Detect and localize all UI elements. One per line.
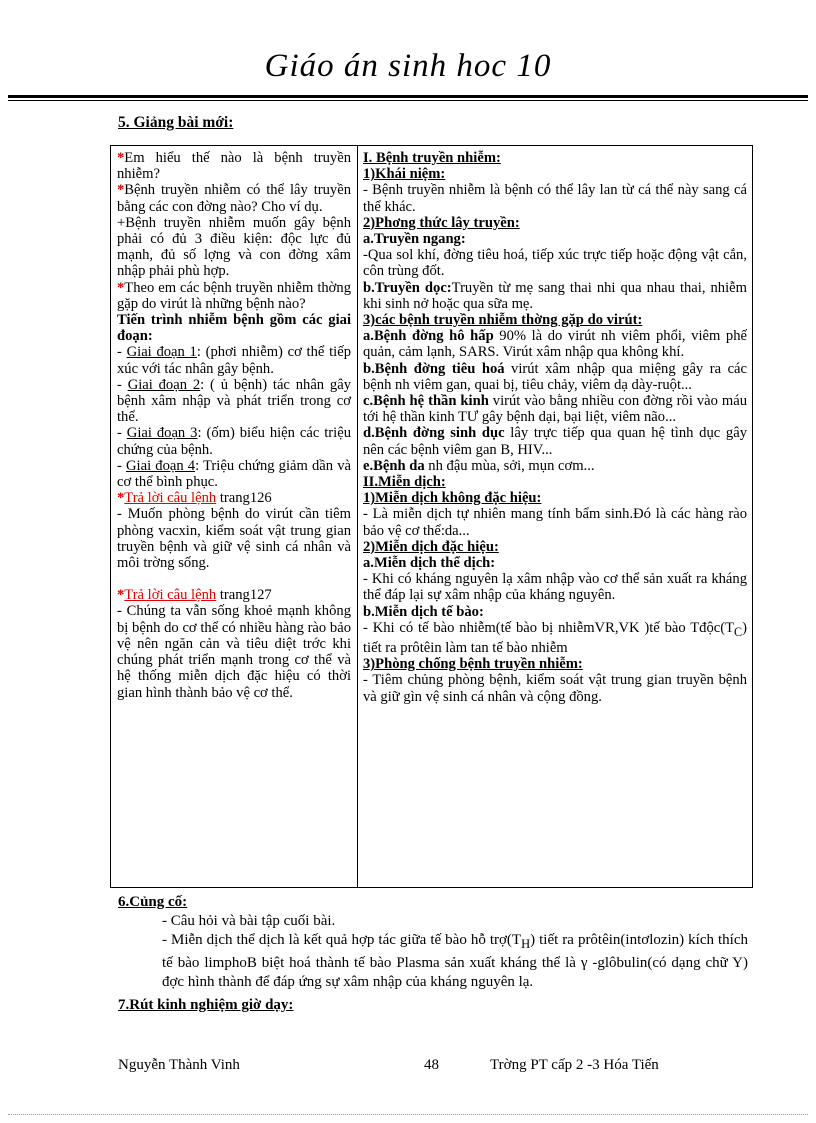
humoral-immunity-heading: a.Miễn dịch thể dịch:	[363, 555, 496, 572]
heading-specific-immunity: 2)Miễn dịch đặc hiệu:	[363, 538, 499, 555]
review-line-2: - Miễn dịch thể dịch là kết quả hợp tác giữa tế bào hỗ $trợ(T_H)$ tiết ra prôtêin(intơlozin) kích thích tế bào limphoB biệt hoá thành tế bào Plasma sản xuất kháng thể là γ -glôbulin(có dạng chữ Y) đợc hình thành để đáp ứng sự xâm nhập của kháng nguyên lạ.	[162, 932, 749, 990]
cellular-immunity-heading: b.Miễn dịch tế bào:	[363, 603, 484, 620]
question-1: *Em hiểu thế nào là bệnh truyền nhiễm?	[117, 150, 351, 183]
answer-2-heading: *Trả lời câu lệnh trang127	[117, 587, 272, 604]
section-6-heading: 6.Củng cố:	[118, 894, 188, 910]
nonspecific-immunity-text: - Là miễn dịch tự nhiên mang tính bẩm sinh.Đó là các hàng rào bảo vệ cơ thể:da...	[363, 506, 747, 539]
respiratory-disease: a.Bệnh đờng hô hấp 90% là do virút nh viêm phổi, viêm phế quản, cảm lạnh, SARS. Virút xâm nhập qua không khí.	[363, 328, 747, 361]
skin-disease: e.Bệnh da nh đậu mùa, sởi, mụn cơm...	[363, 457, 595, 474]
review-line-1: - Câu hỏi và bài tập cuối bài.	[162, 913, 336, 929]
digestive-disease: b.Bệnh đờng tiêu hoá virút xâm nhập qua miệng gây ra các bệnh nh viêm gan, quai bị, tiêu chảy, viêm dạ dày-ruột...	[363, 360, 747, 393]
footer-dotted-rule	[8, 1114, 808, 1115]
footer-page-number: 48	[424, 1057, 439, 1073]
content-column	[363, 150, 747, 705]
heading-common-viral-diseases: 3)các bệnh truyền nhiễm thờng gặp do virút:	[363, 312, 643, 329]
stage-4: - Giai đoạn 4: Triệu chứng giảm dần và cơ thể bình phục.	[117, 457, 351, 491]
section-5-heading: 5. Giảng bài mới:	[118, 114, 234, 131]
heading-concept: 1)Khái niệm:	[363, 166, 446, 183]
star-icon: *	[117, 150, 125, 166]
heading-nonspecific-immunity: 1)Miễn dịch không đặc hiệu:	[363, 490, 542, 507]
answer-2-text: - Chúng ta vẫn sống khoẻ mạnh không bị bệnh do cơ thể có nhiều hàng rào bảo vệ nên ngăn cản và tiêu diệt trớc khi chúng phát triển mạnh trong cơ thể và hệ thống miễn dịch đặc hiệu có thời gian hình thành bảo vệ cơ thể.	[117, 603, 351, 701]
vertical-transmission: b.Truyền dọc:Truyền từ mẹ sang thai nhi qua nhau thai, nhiễm khi sinh nở hoặc qua sữa mẹ.	[363, 279, 747, 312]
genital-disease: d.Bệnh đờng sinh dục lây trực tiếp qua quan hệ tình dục gây nên các bệnh viêm gan B, HIV...	[363, 425, 747, 458]
header-rule-thin	[8, 100, 808, 101]
horizontal-transmission-heading: a.Truyền ngang:	[363, 231, 466, 248]
prevention-text: - Tiêm chủng phòng bệnh, kiểm soát vật trung gian truyền bệnh và giữ gìn vệ sinh cá nhân và cộng đồng.	[363, 672, 747, 705]
section-6	[118, 893, 748, 1015]
page-title: Giáo án sinh hoc 10	[264, 48, 552, 84]
question-4: *Theo em các bệnh truyền nhiễm thờng gặp do virút là những bệnh nào?	[117, 279, 351, 312]
heading-immunity: II.Miễn dịch:	[363, 474, 446, 491]
teacher-activity-column	[117, 150, 351, 701]
lesson-table	[110, 145, 753, 888]
heading-prevention: 3)Phòng chống bệnh truyền nhiễm:	[363, 656, 583, 673]
question-2: *Bệnh truyền nhiễm có thể lây truyền bằng các con đờng nào? Cho ví dụ.	[117, 182, 351, 215]
footer-school: Trờng PT cấp 2 -3 Hóa Tiến	[490, 1057, 659, 1073]
stage-2: - Giai đoạn 2: ( ủ bệnh) tác nhân gây bệnh xâm nhập và phát triển trong cơ thể.	[117, 376, 351, 426]
star-icon: *	[117, 279, 125, 296]
concept-text: - Bệnh truyền nhiễm là bệnh có thể lây lan từ cá thể này sang cá thể khác.	[363, 182, 747, 215]
star-icon: *	[117, 182, 125, 199]
answer-1-heading: *Trả lời câu lệnh trang126	[117, 490, 272, 507]
star-icon: *	[117, 587, 125, 604]
column-divider	[357, 146, 358, 887]
stage-1: - Giai đoạn 1: (phơi nhiễm) cơ thể tiếp xúc với tác nhân gây bệnh.	[117, 344, 351, 377]
section-7-heading: 7.Rút kinh nghiệm giờ dạy:	[118, 997, 294, 1013]
condition-paragraph: +Bệnh truyền nhiễm muốn gây bệnh phải có đủ 3 điều kiện: độc lực đủ mạnh, đủ số lợng và con đờng xâm nhập phải phù hợp.	[117, 214, 351, 280]
answer-1-text: - Muốn phòng bệnh do virút cần tiêm phòng vacxin, kiểm soát vật trung gian truyền bệnh và giữ vệ sinh cá nhân và môi trờng sống.	[117, 506, 351, 572]
stages-heading: Tiến trình nhiễm bệnh gồm các giai đoạn:	[117, 312, 351, 345]
star-icon: *	[117, 490, 125, 507]
heading-transmission: 2)Phơng thức lây truyền:	[363, 214, 520, 231]
nervous-disease: c.Bệnh hệ thần kinh virút vào bằng nhiều con đờng rồi vào máu tới hệ thần kinh TƯ gây bệnh dại, bại liệt, viêm não...	[363, 393, 747, 426]
header-rule-thick	[8, 95, 808, 98]
humoral-immunity-text: - Khi có kháng nguyên lạ xâm nhập vào cơ thể sản xuất ra kháng thể đáp lại sự xâm nhập của kháng nguyên.	[363, 571, 747, 604]
cellular-immunity-text: - Khi có tế bào nhiễm(tế bào bị nhiễmVR,VK )tế bào $Tđộc(T_C)$ tiết ra prôtêin làm tan tế bào nhiễm	[363, 619, 747, 656]
horizontal-transmission-text: -Qua sol khí, đờng tiêu hoá, tiếp xúc trực tiếp hoặc động vật cắn, côn trùng đốt.	[363, 247, 747, 280]
heading-infectious-disease: I. Bệnh truyền nhiễm:	[363, 150, 501, 166]
stage-3: - Giai đoạn 3: (ốm) biểu hiện các triệu chứng của bệnh.	[117, 425, 351, 458]
footer-author: Nguyễn Thành Vinh	[118, 1057, 240, 1073]
